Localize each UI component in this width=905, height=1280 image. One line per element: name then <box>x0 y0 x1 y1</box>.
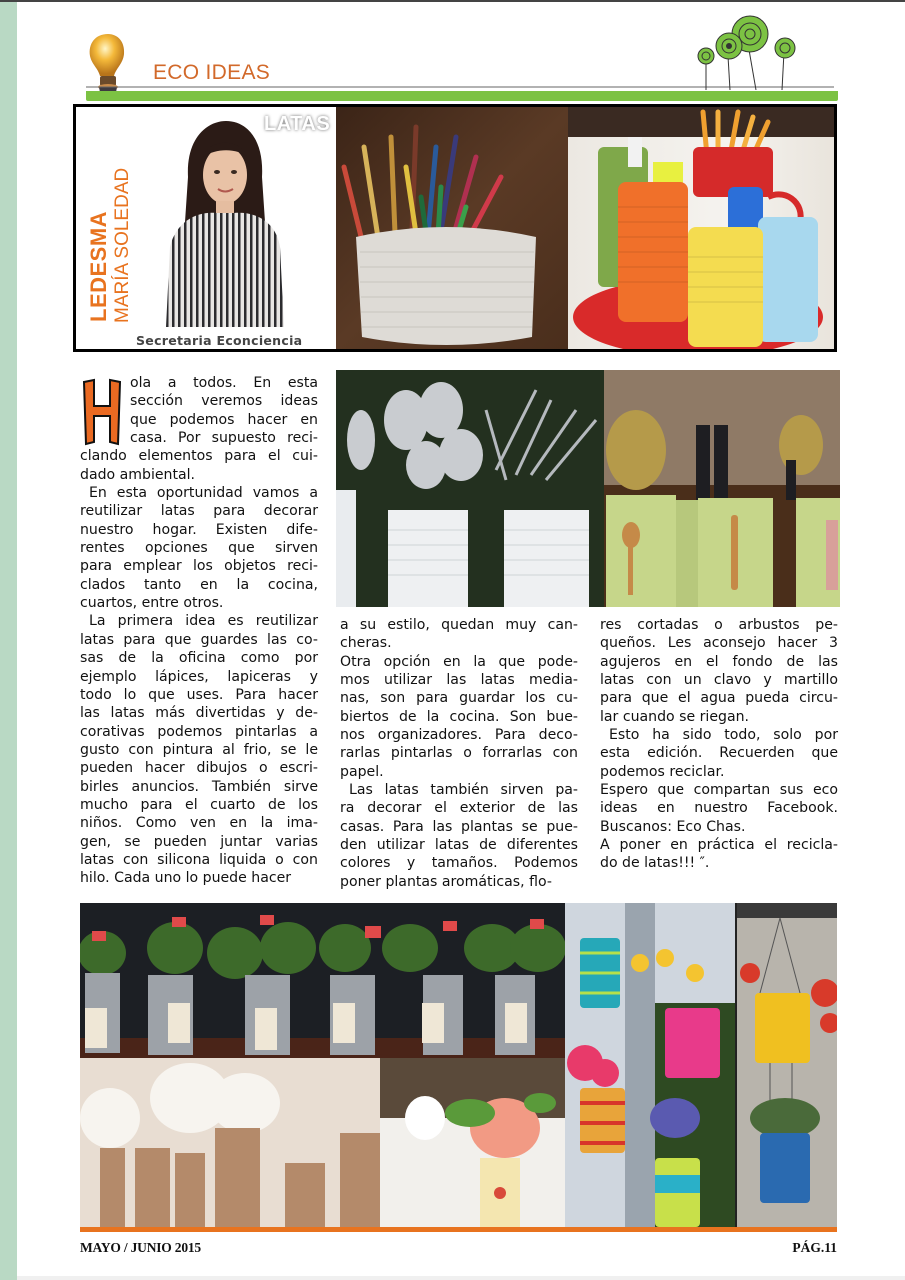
text-line: todo lo que uses. Para hacer <box>80 686 318 703</box>
text-line: clados tanto en la cocina, <box>80 576 318 593</box>
column-2-text <box>340 616 578 891</box>
text-line: nuestro hogar. Existen dife- <box>80 521 318 538</box>
text-line: para emplear los objetos reci- <box>80 558 318 575</box>
text-line: biertos de la cocina. Son bue- <box>340 708 578 725</box>
top-border <box>0 0 905 2</box>
text-line: En esta oportunidad vamos a <box>89 485 318 502</box>
text-line: Esto ha sido todo, solo por <box>609 727 838 744</box>
text-line: mos utilizar las latas media- <box>340 672 578 689</box>
text-line: den utilizar latas de diferentes <box>340 837 578 854</box>
text-line: La primera idea es reutilizar <box>89 613 318 630</box>
section-header <box>80 28 840 104</box>
text-line: queños. Les aconsejo hacer 3 <box>600 635 838 652</box>
author-panel <box>76 107 336 349</box>
text-line: Otra opción en la que pode- <box>340 653 578 670</box>
text-line: A poner en práctica el recicla- <box>600 837 838 854</box>
text-line: gusto con pintura al frio, se le <box>80 741 318 758</box>
text-line: niños. Como ven en la ima- <box>80 815 318 832</box>
photo-cutlery-cans <box>336 370 840 607</box>
text-line: ideas en nuestro Facebook. <box>600 800 838 817</box>
text-line: rarlas pintarlas o forrarlas con <box>340 745 578 762</box>
grass-bar <box>86 91 838 101</box>
text-line: poner plantas aromáticas, flo- <box>340 873 552 890</box>
text-line: gen, se pueden juntar varias <box>80 833 318 850</box>
article-column-3 <box>600 616 838 873</box>
text-line: para que el agua pueda circu- <box>600 690 838 707</box>
text-line: que podemos hacer en <box>130 411 318 428</box>
banner-title: LATAS <box>264 113 331 135</box>
page-number: PÁG.11 <box>792 1240 837 1255</box>
dropcap-h <box>80 378 124 446</box>
text-line: latas con un clavo y martillo <box>600 672 838 689</box>
article-column-2 <box>340 616 578 891</box>
text-line: do de latas!!! ″. <box>600 855 710 872</box>
text-line: podemos reciclar. <box>600 763 725 780</box>
author-name <box>82 127 134 327</box>
text-line: birles anuncios. También sirve <box>80 778 318 795</box>
text-line: Espero que compartan sus eco <box>600 782 838 799</box>
lightbulb-icon <box>86 32 130 100</box>
swirl-trees-illustration <box>692 12 812 90</box>
article-banner <box>73 104 837 352</box>
section-title: ECO IDEAS <box>153 61 271 84</box>
text-line: cheras. <box>340 635 392 652</box>
column-1-text <box>80 374 318 888</box>
text-line: colores y tamaños. Podemos <box>340 855 578 872</box>
text-line: hilo. Cada uno lo puede hacer <box>80 870 292 887</box>
text-line: casas. Para las plantas se pue- <box>340 818 578 835</box>
article-column-1 <box>80 374 318 888</box>
text-line: sas de la oficina como por <box>80 650 318 667</box>
text-line: dado ambiental. <box>80 466 196 483</box>
text-line: res cortadas o arbustos pe- <box>600 617 838 633</box>
author-portrait <box>148 117 298 327</box>
text-line: reutilizar latas para decorar <box>80 503 318 520</box>
column-3-text <box>600 616 838 873</box>
text-line: papel. <box>340 763 384 780</box>
author-surname: LEDESMA <box>86 210 111 322</box>
photo-colorful-cans-on-pole <box>565 903 735 1227</box>
text-line: las latas más divertidas y de- <box>80 705 318 722</box>
text-line: nos organizadores. Para deco- <box>340 727 578 744</box>
page-edge-strip <box>0 2 17 1280</box>
text-line: rentes opciones que sirven <box>80 540 318 557</box>
footer-divider <box>80 1227 837 1232</box>
author-role: Secretaria Econciencia <box>136 333 303 348</box>
text-line: ra decorar el exterior de las <box>340 800 578 817</box>
text-line: a su estilo, quedan muy can- <box>340 617 578 633</box>
text-line: latas para que guardes las co- <box>80 631 318 648</box>
text-line: lar cuando se riegan. <box>600 708 749 725</box>
text-line: ejemplo lápices, lapiceras y <box>80 668 318 685</box>
photo-peony-in-painted-can <box>380 1058 565 1227</box>
text-line: Las latas también sirven pa- <box>349 782 578 799</box>
text-line: cuartos, entre otros. <box>80 595 224 612</box>
text-line: agujeros en el fondo de las <box>600 653 838 670</box>
issue-date: MAYO / JUNIO 2015 <box>80 1240 201 1255</box>
photo-collage <box>80 903 837 1227</box>
author-given-names: MARÍA SOLEDAD <box>112 167 133 323</box>
text-line: clando elementos para el cui- <box>80 448 318 465</box>
photo-tin-cans-with-white-flowers <box>80 1058 380 1227</box>
photo-pencils-in-rope-wrapped-cans <box>336 107 568 349</box>
text-line: ola a todos. En esta <box>130 375 318 391</box>
text-line: Buscanos: Eco Chas. <box>600 818 746 835</box>
text-line: nas, son para guardar los cu- <box>340 690 578 707</box>
text-line: esta edición. Recuerden que <box>600 745 838 762</box>
text-line: mucho para el cuarto de los <box>80 796 318 813</box>
bottom-border <box>17 1276 905 1280</box>
text-line: casa. Por supuesto reci- <box>130 430 318 447</box>
text-line: sección veremos ideas <box>130 393 318 410</box>
photo-hanging-painted-cans <box>737 903 837 1227</box>
photo-colorful-painted-cans <box>568 107 834 349</box>
text-line: pueden hacer dibujos o escri- <box>80 760 318 777</box>
text-line: corativas podemos pintarlas a <box>80 723 318 740</box>
svg-text:H: H <box>80 378 81 379</box>
text-line: latas con silicona liquida o con <box>80 851 318 868</box>
photo-tin-cans-with-herbs <box>80 903 566 1058</box>
